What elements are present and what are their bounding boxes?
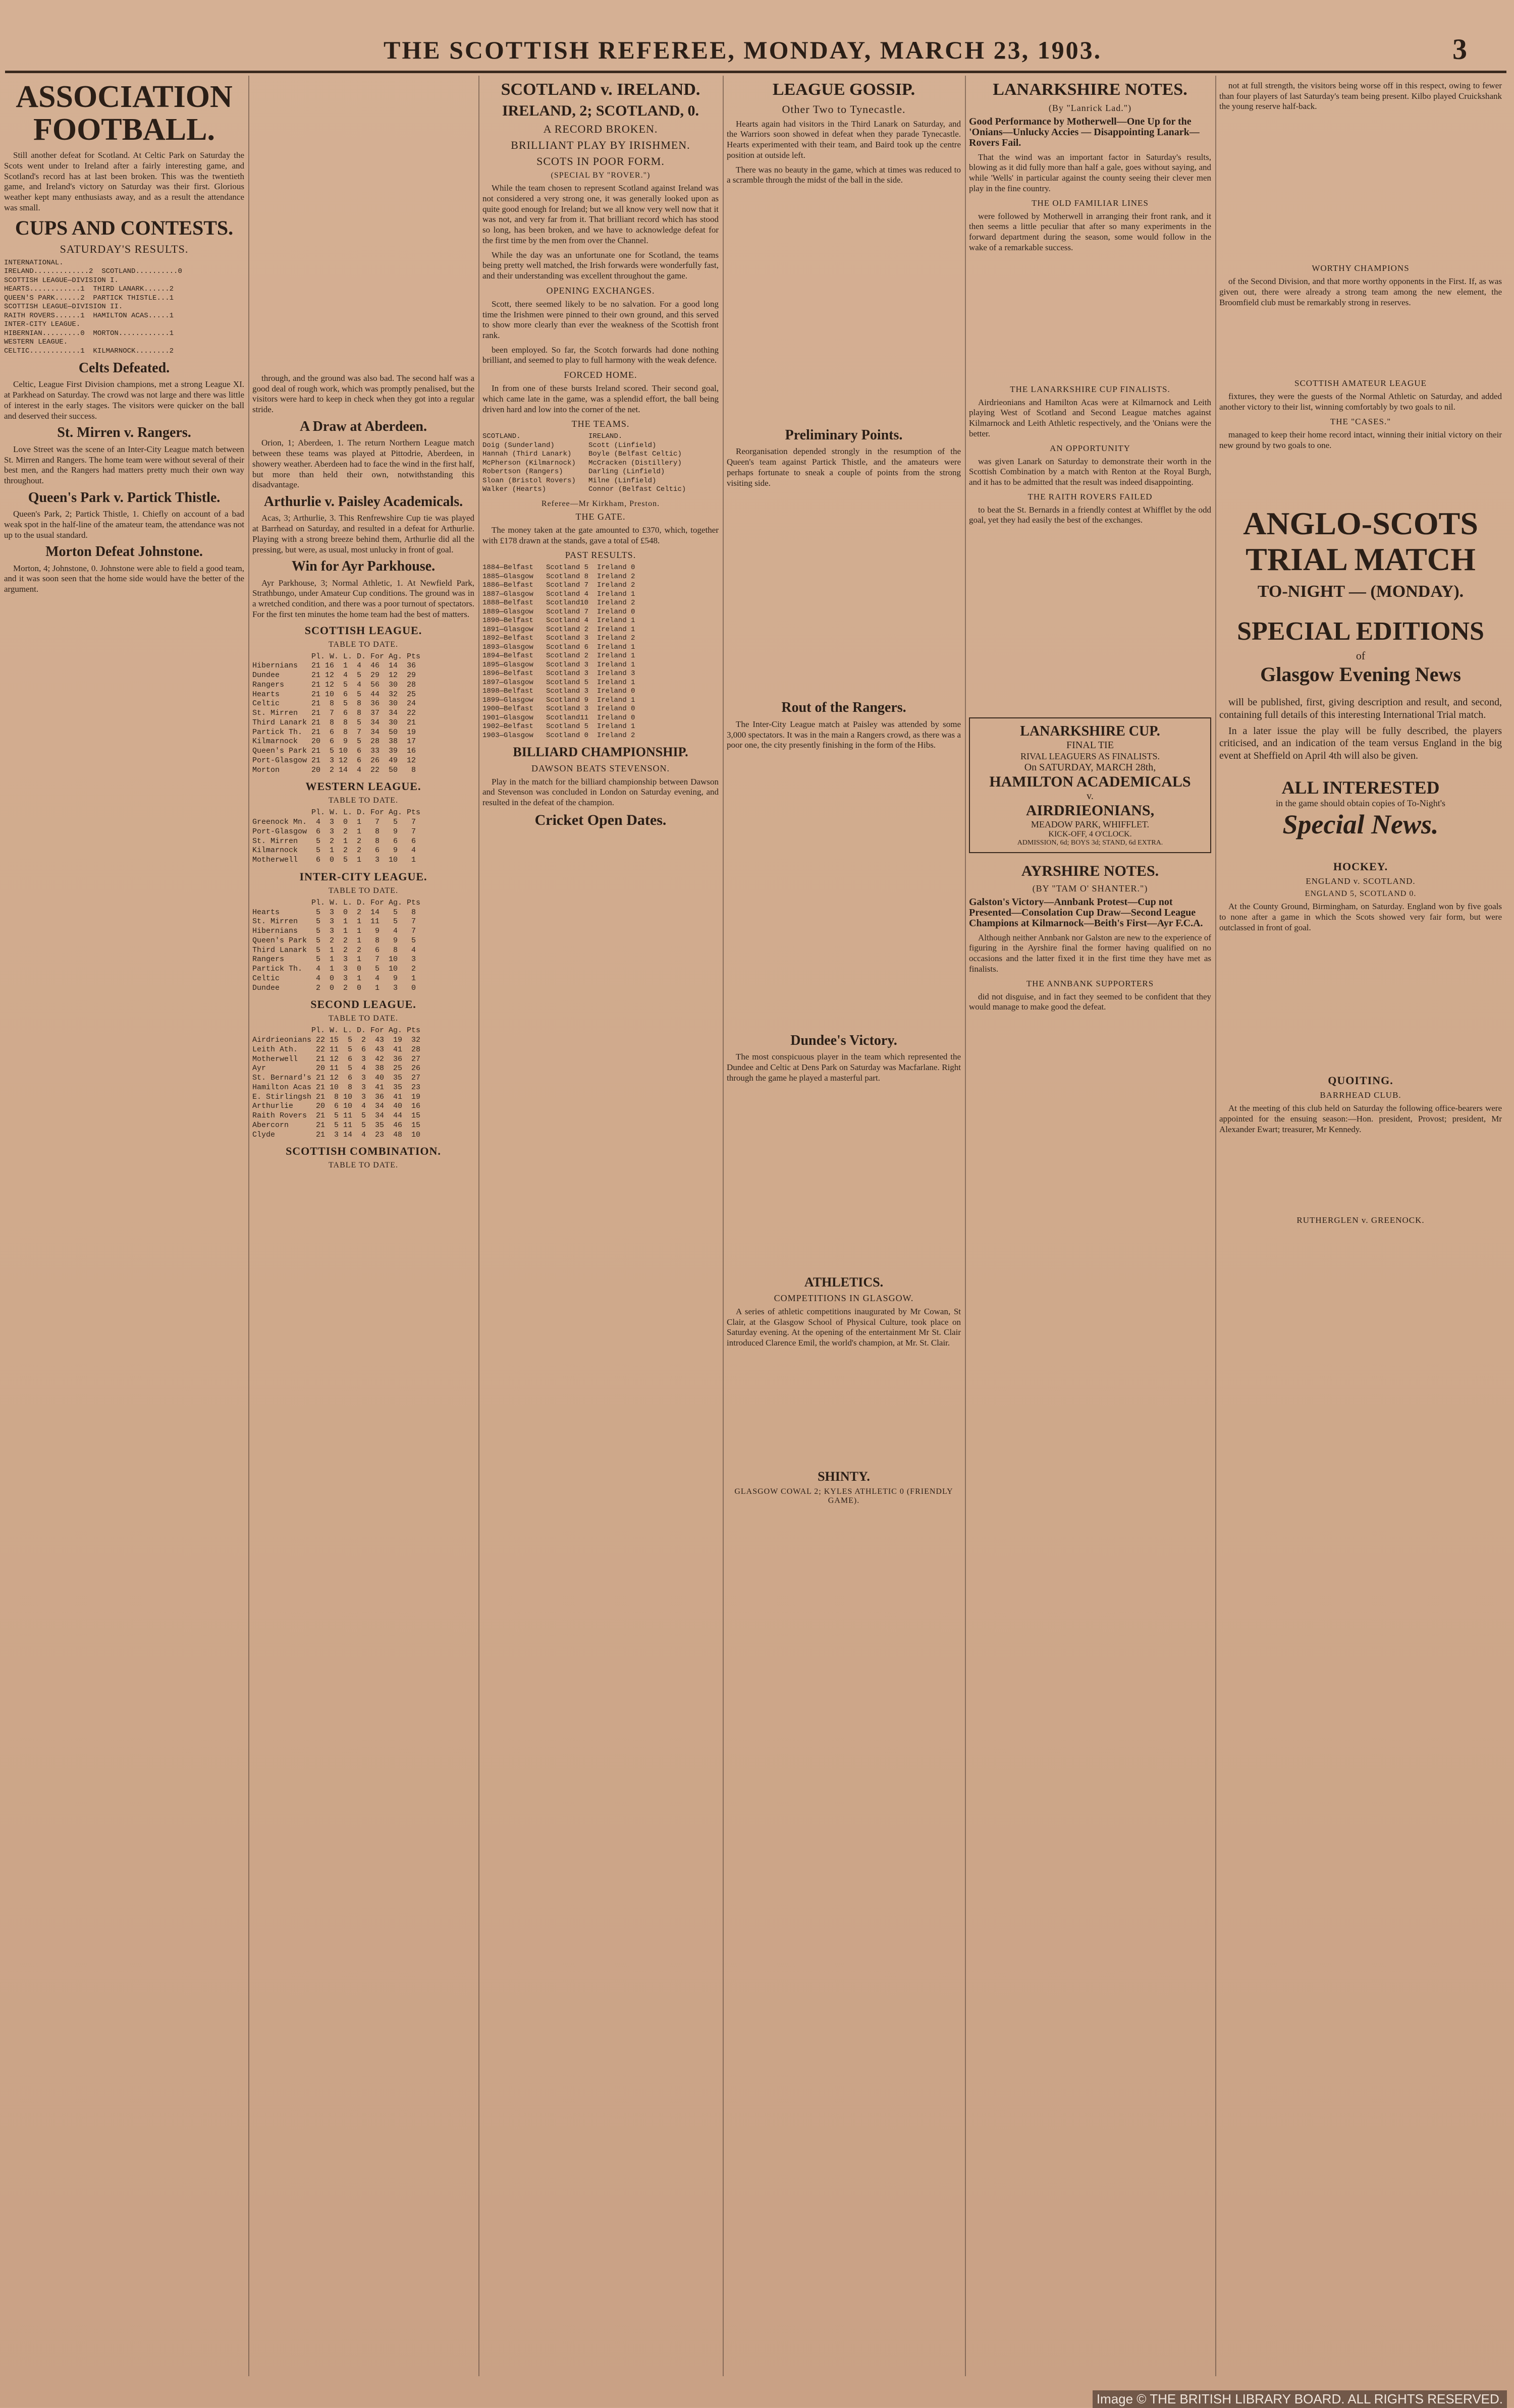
advert-all-interested: ALL INTERESTED bbox=[1281, 777, 1440, 798]
scottish-league-table: Pl. W. L. D. For Ag. Pts Hibernians 21 16 1 4 46 14 36 Dundee 21 12 4 5 29 12 29 Rangers 21 12 5 4 56 30 28 Hearts 21 10 6 5 44 32 25 Celtic 21 8 5 8 36 30 24 St. Mirren 21 7 6 8 37 34 22 Third Lanark 21 8 8 5 34 30 21 Partick Th. 21 6 8 7 34 50 19 Kilmarnock 20 6 9 5 28 38 17 Queen's Park 21 5 10 6 33 39 16 Port-Glasgow 21 3 12 6 26 49 12 Morton 20 2 14 4 22 50 8 bbox=[252, 652, 421, 774]
cup-finalists-heading: THE LANARKSHIRE CUP FINALISTS. bbox=[1010, 384, 1170, 394]
hockey-score: ENGLAND 5, SCOTLAND 0. bbox=[1305, 889, 1417, 899]
ayr-parkhouse-heading: Win for Ayr Parkhouse. bbox=[291, 558, 436, 575]
old-familiar-body: were followed by Motherwell in arranging their front rank, and it then seems a little peculiar that after so many experiments in the forward department during the season, some would follow in the wake of a remarkable success. bbox=[969, 211, 1211, 252]
advert-final-tie: FINAL TIE bbox=[1066, 740, 1114, 751]
gate-body: The money taken at the gate amounted to £370, which, together with £178 drawn at the stands, gave a total of £548. bbox=[482, 525, 719, 545]
western-league-heading: WESTERN LEAGUE. bbox=[305, 780, 421, 793]
scottish-league-subheading: TABLE TO DATE. bbox=[329, 640, 398, 649]
international-body-5: In from one of these bursts Ireland scored. Their second goal, which came late in the game, was a splendid effort, the ball being driven hard and low into the corner of the net. bbox=[482, 383, 719, 414]
hockey-body: At the County Ground, Birmingham, on Saturday. England won by five goals to none after a game in which the Scots showed very fair form, but were outclassed in front of goal. bbox=[1219, 902, 1502, 932]
aberdeen-article: Orion, 1; Aberdeen, 1. The return Northern League match between these teams was played at Pittodrie, Aberdeen, in showery weather. Aberdeen had to face the wind in the first half, but more than held their own, notwithstanding this disadvantage. bbox=[252, 438, 474, 490]
scottish-combination-subheading: TABLE TO DATE. bbox=[329, 1161, 398, 1170]
shinty-heading: SHINTY. bbox=[818, 1469, 870, 1484]
annbank-heading: THE ANNBANK SUPPORTERS bbox=[1026, 978, 1154, 988]
advert-body-2: In a later issue the play will be fully described, the players criticised, and an indication of the team versus England in the big event at Sheffield on April 4th will also be given. bbox=[1219, 725, 1502, 761]
billiard-heading: BILLIARD CHAMPIONSHIP. bbox=[513, 745, 688, 760]
stmirren-article: Love Street was the scene of an Inter-City League match between St. Mirren and Rangers. The home team were without several of their best men, and the Rangers had matters pretty much their own way throughout. bbox=[4, 444, 244, 486]
raith-rovers-body: to beat the St. Bernards in a friendly contest at Whifflet by the odd goal, yet they had easily the best of the exchanges. bbox=[969, 505, 1211, 525]
celts-article: Celtic, League First Division champions, met a strong League XI. at Parkhead on Saturday. The crowd was not large and there was little of interest in the early stages. The visitors were quicker on the ball and deserved their success. bbox=[4, 379, 244, 421]
anglo-scots-advert bbox=[1219, 506, 1502, 840]
league-gossip-body-2: There was no beauty in the game, which at times was reduced to a scramble through the midst of the ball in the side. bbox=[727, 164, 961, 185]
rutherglen-heading: RUTHERGLEN v. GREENOCK. bbox=[1296, 1215, 1425, 1225]
column-4 bbox=[727, 81, 961, 2381]
billiard-body: Play in the match for the billiard championship between Dawson and Stevenson was concluded in London on Saturday evening, and resulted in the defeat of the champion. bbox=[482, 776, 719, 808]
queens-park-heading: Queen's Park v. Partick Thistle. bbox=[28, 489, 221, 506]
advert-kickoff: KICK-OFF, 4 O'CLOCK. bbox=[1048, 830, 1132, 839]
athletics-body: A series of athletic competitions inaugurated by Mr Cowan, St Clair, at the Glasgow School of Physical Culture, took place on Saturday evening. At the opening of the entertainment Mr St. Clair introduced Clarence Emil, the world's champion, at Mr. St. Clair. bbox=[727, 1306, 961, 1348]
inter-city-league-subheading: TABLE TO DATE. bbox=[329, 886, 398, 895]
hockey-subheading: ENGLAND v. SCOTLAND. bbox=[1306, 876, 1416, 886]
masthead-title: THE SCOTTISH REFEREE, MONDAY, MARCH 23, 1903. bbox=[384, 36, 1102, 64]
amateur-league-heading: SCOTTISH AMATEUR LEAGUE bbox=[1294, 378, 1427, 388]
advert-anglo-scots: ANGLO-SCOTS bbox=[1243, 506, 1478, 542]
gate-heading: THE GATE. bbox=[575, 511, 626, 522]
queens-park-article: Queen's Park, 2; Partick Thistle, 1. Chiefly on account of a bad weak spot in the half-line of the amateur team, the attendance was not up to the usual standard. bbox=[4, 509, 244, 540]
preliminary-points-heading: Preliminary Points. bbox=[785, 427, 903, 443]
morton-article: Morton, 4; Johnstone, 0. Johnstone were able to field a good team, and it was soon seen that the home side would have the better of the argument. bbox=[4, 563, 244, 594]
advert-tonight: TO-NIGHT — (MONDAY). bbox=[1257, 582, 1464, 601]
rout-rangers-body: The Inter-City League match at Paisley was attended by some 3,000 spectators. It was in the main a Rangers crowd, as there was a poor one, the city presently finishing in the form of the Hibs. bbox=[727, 719, 961, 750]
lanarkshire-notes-subheading: Good Performance by Motherwell—One Up for the 'Onians—Unlucky Accies — Disappointing Lanark—Rovers Fail. bbox=[969, 116, 1200, 148]
article-continuation: through, and the ground was also bad. The second half was a good deal of rough work, which was promptly penalised, but the visitors were hard to keep in check when they got into a regular stride. bbox=[252, 373, 474, 415]
forced-home-heading: FORCED HOME. bbox=[564, 370, 637, 380]
column-rule bbox=[965, 76, 966, 2376]
quoiting-heading: QUOITING. bbox=[1328, 1074, 1393, 1087]
masthead-rule bbox=[5, 71, 1506, 73]
column-rule bbox=[478, 76, 479, 2376]
advert-venue: MEADOW PARK, WHIFFLET. bbox=[1031, 819, 1150, 830]
opportunity-heading: AN OPPORTUNITY bbox=[1050, 443, 1130, 453]
opportunity-body: was given Lanark on Saturday to demonstrate their worth in the Scottish Combination by a match with Renton at the Royal Burgh, and it has to be admitted that the result was indeed disappointing. bbox=[969, 456, 1211, 487]
shinty-subheading: GLASGOW COWAL 2; KYLES ATHLETIC 0 (FRIENDLY GAME). bbox=[734, 1487, 953, 1505]
amateur-league-body: fixtures, they were the guests of the Normal Athletic on Saturday, and added another victory to their list, winning comfortably by two goals to nil. bbox=[1219, 391, 1502, 412]
advert-team-2: AIRDRIEONIANS, bbox=[1025, 802, 1155, 819]
international-sub-3: SCOTS IN POOR FORM. bbox=[536, 155, 665, 168]
league-gossip-body-1: Hearts again had visitors in the Third Lanark on Saturday, and the Warriors soon showed in defeat when they parade Tynecastle. Hearts experimented with their team, and Baird took up the centre position at outside left. bbox=[727, 119, 961, 160]
advert-body-1: will be published, first, giving description and result, and second, containing full details of this interesting International Trial match. bbox=[1219, 697, 1502, 720]
aberdeen-heading: A Draw at Aberdeen. bbox=[300, 418, 427, 434]
column-5 bbox=[969, 81, 1211, 2381]
advert-date: On SATURDAY, MARCH 28th, bbox=[1024, 762, 1156, 773]
column-2 bbox=[252, 81, 474, 2381]
ayrshire-body: Although neither Annbank nor Galston are new to the experience of figuring in the Ayrshire final the former having qualified on no occasions and the latter fixed it in the first time they have met as finalists. bbox=[969, 932, 1211, 974]
western-league-subheading: TABLE TO DATE. bbox=[329, 796, 398, 805]
international-body-2: While the day was an unfortunate one for Scotland, the teams being pretty well matched, the Irish forwards were wonderfully fast, and their understanding was excellent throughout the game. bbox=[482, 250, 719, 281]
lanarkshire-notes-byline: (By "Lanrick Lad.") bbox=[1048, 102, 1132, 113]
billiard-subheading: DAWSON BEATS STEVENSON. bbox=[531, 763, 670, 773]
annbank-body: did not disguise, and in fact they seemed to be confident that they would manage to make good the defeat. bbox=[969, 991, 1211, 1012]
ayrshire-notes-byline: (BY "TAM O' SHANTER.") bbox=[1032, 883, 1148, 893]
column-rule bbox=[248, 76, 249, 2376]
league-gossip-subheading: Other Two to Tynecastle. bbox=[782, 102, 906, 116]
teams-list: SCOTLAND. IRELAND. Doig (Sunderland) Scott (Linfield) Hannah (Third Lanark) Boyle (Belfast Celtic) McPherson (Kilmarnock) McCracken (Distillery) Robertson (Rangers) Darling (Linfield) Sloan (Bristol Rovers) Milne (Linfield) Walker (Hearts) Connor (Belfast Celtic) bbox=[482, 432, 686, 494]
advert-rival-leaguers: RIVAL LEAGUERS AS FINALISTS. bbox=[1020, 751, 1160, 762]
second-league-table: Pl. W. L. D. For Ag. Pts Airdrieonians 22 15 5 2 43 19 32 Leith Ath. 22 11 5 6 43 41 28 Motherwell 21 12 6 3 42 36 27 Ayr 20 11 5 4 38 25 26 St. Bernard's 21 12 6 3 40 35 27 Hamilton Acas 21 10 8 3 41 35 23 E. Stirlingsh 21 8 10 3 36 41 19 Arthurlie 20 6 10 4 34 40 16 Raith Rovers 21 5 11 5 34 44 15 Abercorn 21 5 11 5 35 46 15 Clyde 21 3 14 4 23 48 10 bbox=[252, 1026, 421, 1139]
international-body-3: Scott, there seemed likely to be no salvation. For a good long time the Irishmen were pinned to their own ground, and this served to show more clearly than ever the weakness of the Scottish front rank. bbox=[482, 299, 719, 340]
advert-glasgow-evening-news: Glasgow Evening News bbox=[1260, 663, 1461, 686]
dundee-victory-body: The most conspicuous player in the team which represented the Dundee and Celtic at Dens Park on Saturday was Macfarlane. Right through the game he played a masterful part. bbox=[727, 1052, 961, 1083]
morton-heading: Morton Defeat Johnstone. bbox=[45, 544, 203, 560]
athletics-subheading: COMPETITIONS IN GLASGOW. bbox=[774, 1293, 914, 1303]
article-intro: Still another defeat for Scotland. At Celtic Park on Saturday the Scots went under to Ireland after a fairly interesting game, and Scotland's record has at last been broken. This was the twentieth game, and Ireland's victory on Saturday was their first. Glorious weather kept many enthusiasts away, and as a result the attendance was small. bbox=[4, 150, 244, 212]
column-rule bbox=[1215, 76, 1216, 2376]
international-heading: SCOTLAND v. IRELAND. bbox=[501, 81, 700, 99]
arthurlie-heading: Arthurlie v. Paisley Academicals. bbox=[263, 494, 463, 510]
ayr-parkhouse-article: Ayr Parkhouse, 3; Normal Athletic, 1. At Newfield Park, Strathbungo, under Amateur Cup conditions. The ground was in a wretched condition, and there was a poor turnout of spectators. For the first ten minutes the home team had the best of matters. bbox=[252, 578, 474, 619]
column-1 bbox=[4, 81, 244, 2381]
lanarkshire-notes-heading: LANARKSHIRE NOTES. bbox=[993, 81, 1187, 99]
worthy-champions-heading: WORTHY CHAMPIONS bbox=[1312, 263, 1410, 273]
ayrshire-notes-subheading: Galston's Victory—Annbank Protest—Cup not Presented—Consolation Cup Draw—Second League Champions at Kilmarnock—Beith's First—Ayr F.C.A. bbox=[969, 896, 1203, 929]
advert-special-editions: SPECIAL EDITIONS bbox=[1237, 617, 1484, 646]
western-league-table: Pl. W. L. D. For Ag. Pts Greenock Mn. 4 3 0 1 7 5 7 Port-Glasgow 6 3 2 1 8 9 7 St. Mirren 5 2 1 2 8 6 6 Kilmarnock 5 1 2 2 6 9 4 Motherwell 6 0 5 1 3 10 1 bbox=[252, 808, 421, 865]
advert-order-line: in the game should obtain copies of To-Night's bbox=[1275, 798, 1446, 809]
international-sub-2: BRILLIANT PLAY BY IRISHMEN. bbox=[511, 139, 690, 152]
cup-finalists-body: Airdrieonians and Hamilton Acas were at Kilmarnock and Leith playing West of Scotland and Second League matches against Kilmarnock and Leith Athletic respectively, and the 'Onians were the better. bbox=[969, 397, 1211, 438]
old-familiar-heading: THE OLD FAMILIAR LINES bbox=[1032, 198, 1149, 208]
inter-city-league-table: Pl. W. L. D. For Ag. Pts Hearts 5 3 0 2 14 5 8 St. Mirren 5 3 1 1 11 5 7 Hibernians 5 3 1 1 9 4 7 Queen's Park 5 2 2 1 8 9 5 Third Lanark 5 1 2 2 6 8 4 Rangers 5 1 3 1 7 10 3 Partick Th. 4 1 3 0 5 10 2 Celtic 4 0 3 1 4 9 1 Dundee 2 0 2 0 1 3 0 bbox=[252, 898, 421, 992]
international-body-4: been employed. So far, the Scotch forwards had done nothing brilliant, and seemed to play to full harmony with the weak defence. bbox=[482, 345, 719, 365]
quoiting-subheading: BARRHEAD CLUB. bbox=[1320, 1090, 1401, 1100]
column-3 bbox=[482, 81, 719, 2381]
arthurlie-article: Acas, 3; Arthurlie, 3. This Renfrewshire Cup tie was played at Barrhead on Saturday, and resulted in a defeat for Arthurlie. Playing with a strong breeze behind them, Arthurlie did all the pressing, but were, as usual, most unlucky in front of goal. bbox=[252, 513, 474, 554]
column-rule bbox=[723, 76, 724, 2376]
cases-heading: THE "CASES." bbox=[1330, 416, 1391, 426]
cups-heading: CUPS AND CONTESTS. bbox=[15, 216, 234, 239]
international-byline: (SPECIAL BY "ROVER.") bbox=[551, 171, 651, 180]
hockey-heading: HOCKEY. bbox=[1333, 860, 1388, 873]
page-number: 3 bbox=[1452, 33, 1467, 66]
advert-trial-match: TRIAL MATCH bbox=[1246, 541, 1476, 577]
scottish-combination-heading: SCOTTISH COMBINATION. bbox=[286, 1145, 441, 1158]
advert-versus: v. bbox=[1087, 791, 1094, 802]
cricket-heading: Cricket Open Dates. bbox=[534, 811, 667, 828]
results-heading: SATURDAY'S RESULTS. bbox=[60, 242, 189, 255]
quoiting-body: At the meeting of this club held on Saturday the following office-bearers were appointed for the ensuing season:—Hon. president, Provost; president, Mr Alexander Ewart; treasurer, Mr Kennedy. bbox=[1219, 1103, 1502, 1134]
opening-exchanges-heading: OPENING EXCHANGES. bbox=[546, 285, 655, 296]
past-results-table: 1884—Belfast Scotland 5 Ireland 0 1885—Glasgow Scotland 8 Ireland 2 1886—Belfast Scotland 7 Ireland 2 1887—Glasgow Scotland 4 Ireland 1 1888—Belfast Scotland10 Ireland 2 1889—Glasgow Scotland 7 Ireland 0 1890—Belfast Scotland 4 Ireland 1 1891—Glasgow Scotland 2 Ireland 1 1892—Belfast Scotland 3 Ireland 2 1893—Glasgow Scotland 6 Ireland 1 1894—Belfast Scotland 2 Ireland 1 1895—Glasgow Scotland 3 Ireland 1 1896—Belfast Scotland 3 Ireland 3 1897—Glasgow Scotland 5 Ireland 1 1898—Belfast Scotland 3 Ireland 0 1899—Glasgow Scotland 9 Ireland 1 1900—Belfast Scotland 3 Ireland 0 1901—Glasgow Scotland11 Ireland 0 1902—Belfast Scotland 5 Ireland 1 1903—Glasgow Scotland 0 Ireland 2 bbox=[482, 564, 635, 740]
referee-line: Referee—Mr Kirkham, Preston. bbox=[541, 499, 660, 508]
raith-rovers-heading: THE RAITH ROVERS FAILED bbox=[1028, 491, 1153, 501]
dundee-victory-heading: Dundee's Victory. bbox=[790, 1033, 897, 1049]
scottish-league-heading: SCOTTISH LEAGUE. bbox=[304, 624, 422, 637]
advert-admission: ADMISSION, 6d; BOYS 3d; STAND, 6d EXTRA. bbox=[1017, 839, 1163, 847]
lanarkshire-continuation: not at full strength, the visitors being worse off in this respect, owing to fewer than four players of last Saturday's team being present. Kilbo played Cruickshank the young reserve half-back. bbox=[1219, 81, 1502, 111]
second-league-heading: SECOND LEAGUE. bbox=[310, 998, 416, 1011]
advert-team-1: HAMILTON ACADEMICALS bbox=[989, 773, 1191, 791]
international-sub-1: A RECORD BROKEN. bbox=[543, 123, 658, 136]
rout-rangers-heading: Rout of the Rangers. bbox=[781, 700, 906, 716]
lanarkshire-cup-advert bbox=[969, 717, 1211, 853]
lanarkshire-body-1: That the wind was an important factor in Saturday's results, blowing as it did fully more than half a gale, goes without saying, and while 'Wells' in particular against the county seeing their clever men play in the fine country. bbox=[969, 152, 1211, 193]
stmirren-heading: St. Mirren v. Rangers. bbox=[57, 425, 191, 441]
international-score: IRELAND, 2; SCOTLAND, 0. bbox=[502, 102, 699, 119]
results-list: INTERNATIONAL. IRELAND.............2 SCOTLAND..........0 SCOTTISH LEAGUE—DIVISION I. HEARTS............1 THIRD LANARK......2 QUEEN'S PARK......2 PARTICK THISTLE...1 SCOTTISH LEAGUE—DIVISION II. RAITH ROVERS......1 HAMILTON ACAS.....1 INTER-CITY LEAGUE. HIBERNIAN.........0 MORTON............1 WESTERN LEAGUE. CELTIC............1 KILMARNOCK........2 bbox=[4, 258, 182, 355]
copyright-notice: Image © THE BRITISH LIBRARY BOARD. ALL RIGHTS RESERVED. bbox=[1093, 2390, 1507, 2408]
ayrshire-notes-heading: AYRSHIRE NOTES. bbox=[1021, 863, 1159, 880]
teams-heading: THE TEAMS. bbox=[571, 419, 630, 429]
celts-heading: Celts Defeated. bbox=[78, 360, 170, 376]
league-gossip-heading: LEAGUE GOSSIP. bbox=[772, 81, 915, 99]
worthy-champions-body: of the Second Division, and that more worthy opponents in the First. If, as was given out, there were already a strong team among the new element, the Broomfield club must be remarkably strong in reserves. bbox=[1219, 276, 1502, 307]
cases-body: managed to keep their home record intact, winning their initial victory on their new ground by two goals to one. bbox=[1219, 429, 1502, 450]
advert-of: of bbox=[1356, 649, 1366, 662]
advert-title: LANARKSHIRE CUP. bbox=[1020, 723, 1160, 740]
inter-city-league-heading: INTER-CITY LEAGUE. bbox=[299, 870, 427, 883]
second-league-subheading: TABLE TO DATE. bbox=[329, 1014, 398, 1023]
athletics-heading: ATHLETICS. bbox=[804, 1274, 884, 1290]
section-title-association-football: ASSOCIATION FOOTBALL. bbox=[16, 81, 233, 147]
column-6 bbox=[1219, 81, 1502, 2381]
preliminary-points-body: Reorganisation depended strongly in the resumption of the Queen's team against Partick Thistle, and the amateurs were perhaps fortunate to sneak a couple of points from the strong visiting side. bbox=[727, 446, 961, 488]
advert-special-news: Special News. bbox=[1282, 809, 1439, 840]
masthead bbox=[0, 35, 1514, 71]
international-body-1: While the team chosen to represent Scotland against Ireland was not considered a very strong one, it was generally looked upon as quite good enough for Ireland; but we all know very well now that it was not, and very far from it. That brilliant record which has stood so long, has been broken, and we have to acknowledge defeat for the first time by the men from over the Channel. bbox=[482, 183, 719, 245]
past-results-heading: PAST RESULTS. bbox=[565, 550, 636, 561]
